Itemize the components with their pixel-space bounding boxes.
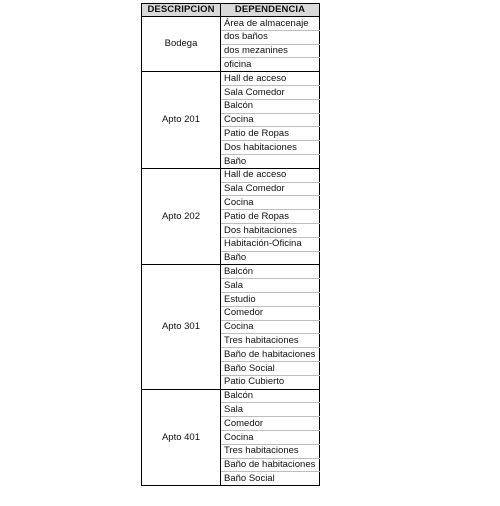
dependency-cell: Balcón xyxy=(221,265,320,279)
dependency-cell: Hall de acceso xyxy=(221,72,320,86)
dependency-cell: Baño de habitaciones xyxy=(221,458,320,472)
dependency-cell: Patio Cubierto xyxy=(221,375,320,389)
dependency-cell: Tres habitaciones xyxy=(221,334,320,348)
group-description: Apto 301 xyxy=(142,265,221,389)
dependency-cell: Dos habitaciones xyxy=(221,141,320,155)
table-row xyxy=(142,389,320,403)
dependency-cell: Hall de acceso xyxy=(221,168,320,182)
dependency-cell: Tres habitaciones xyxy=(221,444,320,458)
dependency-cell: Baño de habitaciones xyxy=(221,348,320,362)
dependency-cell: Baño Social xyxy=(221,361,320,375)
table-row xyxy=(142,265,320,279)
dependency-cell: Patio de Ropas xyxy=(221,210,320,224)
dependency-cell: Comedor xyxy=(221,306,320,320)
header-row xyxy=(142,4,320,17)
dependency-cell: Sala Comedor xyxy=(221,85,320,99)
dependencies-table xyxy=(141,3,320,486)
dependency-cell: Estudio xyxy=(221,292,320,306)
dependency-cell: Área de almacenaje xyxy=(221,17,320,31)
dependency-cell: Balcón xyxy=(221,389,320,403)
dependency-cell: Balcón xyxy=(221,99,320,113)
header-dependency: DEPENDENCIA xyxy=(221,4,320,17)
dependency-cell: Sala Comedor xyxy=(221,182,320,196)
dependency-cell: Comedor xyxy=(221,417,320,431)
dependency-cell: dos mezanines xyxy=(221,44,320,58)
dependency-cell: Cocina xyxy=(221,430,320,444)
dependency-cell: Patio de Ropas xyxy=(221,127,320,141)
table-body xyxy=(142,17,320,486)
group-description: Apto 202 xyxy=(142,168,221,265)
table-row xyxy=(142,17,320,31)
dependency-cell: Habitación-Oficina xyxy=(221,237,320,251)
header-description: DESCRIPCION xyxy=(142,4,221,17)
dependency-cell: Baño xyxy=(221,251,320,265)
group-description: Apto 201 xyxy=(142,72,221,169)
dependency-cell: Cocina xyxy=(221,113,320,127)
group-description: Bodega xyxy=(142,17,221,72)
dependency-cell: Cocina xyxy=(221,320,320,334)
dependency-cell: Cocina xyxy=(221,196,320,210)
group-description: Apto 401 xyxy=(142,389,221,486)
dependency-cell: Dos habitaciones xyxy=(221,223,320,237)
table-row xyxy=(142,72,320,86)
dependency-cell: oficina xyxy=(221,58,320,72)
dependency-cell: Sala xyxy=(221,279,320,293)
dependency-cell: Sala xyxy=(221,403,320,417)
dependency-cell: dos baños xyxy=(221,30,320,44)
dependency-cell: Baño xyxy=(221,154,320,168)
dependency-cell: Baño Social xyxy=(221,472,320,486)
table-row xyxy=(142,168,320,182)
